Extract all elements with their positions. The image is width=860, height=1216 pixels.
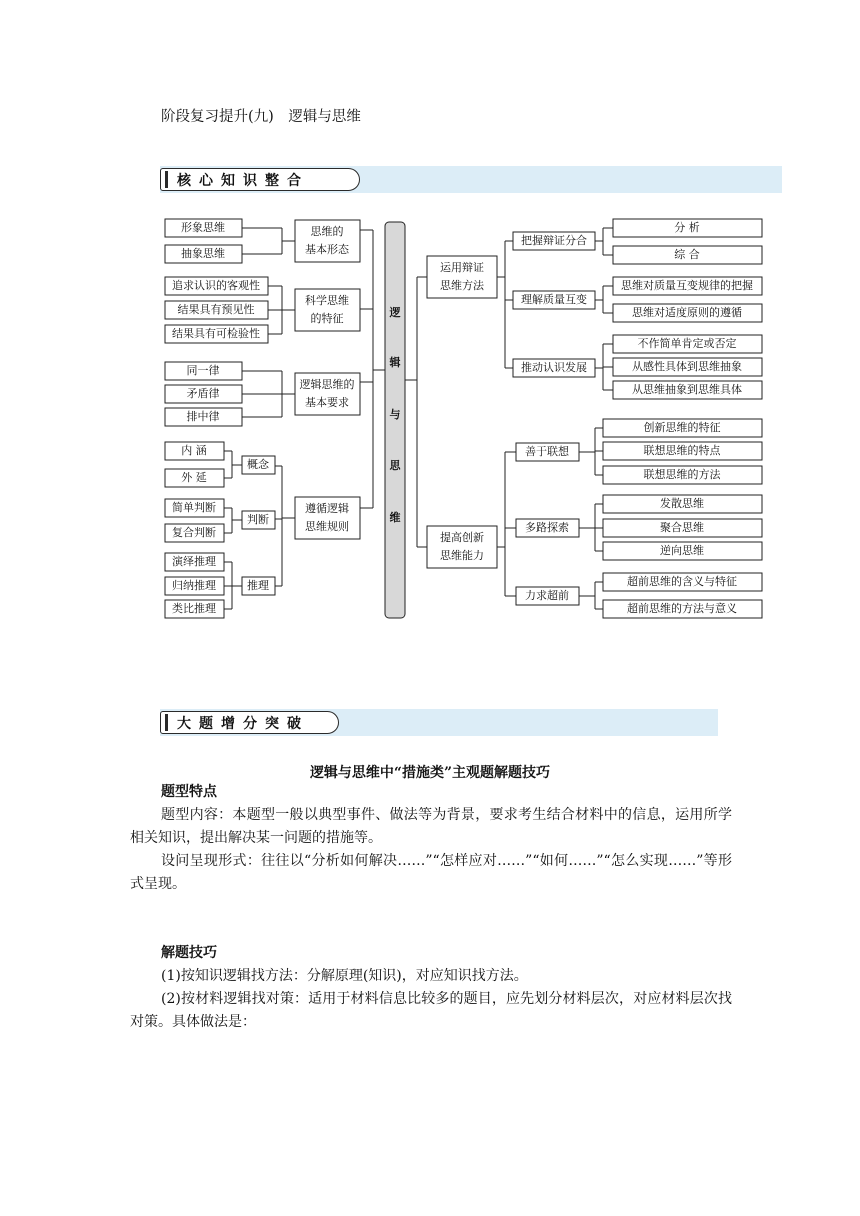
leaf-box [165,277,268,295]
leaf-box [603,519,762,537]
knowledge-mindmap [0,210,860,630]
center-char: 辑 [389,356,401,369]
svg-text:追求认识的客观性: 追求认识的客观性 [172,279,260,292]
leaf-box [165,553,224,571]
leaf-box [603,495,762,513]
sub-branch-box [242,511,275,529]
svg-text:抽象思维: 抽象思维 [181,247,225,260]
svg-text:联想思维的特点: 联想思维的特点 [643,444,721,457]
section-banner-breakthrough [160,709,718,736]
sub-branch-box [516,443,579,461]
center-char: 思 [389,459,401,472]
leaf-box [613,277,762,295]
svg-text:思维方法: 思维方法 [440,279,484,292]
svg-text:科学思维: 科学思维 [305,294,349,307]
svg-text:基本要求: 基本要求 [305,396,349,409]
svg-text:聚合思维: 聚合思维 [660,521,704,534]
page-heading: 阶段复习提升(九) 逻辑与思维 [161,109,361,125]
leaf-box [165,577,224,595]
sub-branch-box [242,577,275,595]
svg-text:推理: 推理 [247,579,269,592]
subsection-title: 解题技巧 [161,945,217,961]
leaf-box [165,408,242,426]
leaf-box [603,542,762,560]
svg-text:判断: 判断 [247,513,269,526]
leaf-box [613,335,762,353]
svg-text:运用辩证: 运用辩证 [440,261,484,274]
svg-text:从思维抽象到思维具体: 从思维抽象到思维具体 [632,383,742,396]
sub-branch-box [513,232,595,250]
banner-label: 大题增分突破 [160,711,339,734]
leaf-box [613,219,762,237]
leaf-box [603,419,762,437]
svg-text:结果具有可检验性: 结果具有可检验性 [172,327,260,340]
section-title: 逻辑与思维中“措施类”主观题解题技巧 [309,765,551,781]
svg-text:类比推理: 类比推理 [172,602,216,615]
svg-text:内 涵: 内 涵 [181,444,207,457]
svg-text:善于联想: 善于联想 [525,445,569,458]
leaf-box [165,600,224,618]
svg-text:概念: 概念 [247,458,269,471]
svg-text:结果具有预见性: 结果具有预见性 [177,303,255,316]
center-char: 逻 [389,306,401,319]
svg-text:不作简单肯定或否定: 不作简单肯定或否定 [637,337,737,350]
svg-text:归纳推理: 归纳推理 [172,579,216,592]
svg-text:逻辑思维的: 逻辑思维的 [299,378,355,391]
svg-text:分 析: 分 析 [674,221,700,234]
leaf-box [613,358,762,376]
svg-text:力求超前: 力求超前 [525,589,569,602]
branch-box [295,220,360,262]
sub-branch-box [242,456,275,474]
leaf-box [165,245,242,263]
branch-box [427,526,497,568]
svg-text:提高创新: 提高创新 [440,531,484,544]
svg-text:思维能力: 思维能力 [440,549,484,562]
svg-text:外 延: 外 延 [181,471,207,484]
leaf-box [603,442,762,460]
sub-branch-box [513,291,595,309]
leaf-box [603,573,762,591]
svg-text:超前思维的含义与特征: 超前思维的含义与特征 [627,575,737,588]
svg-text:同一律: 同一律 [186,364,220,377]
leaf-box [165,469,224,487]
leaf-box [613,304,762,322]
svg-text:的特征: 的特征 [310,312,344,325]
leaf-box [603,466,762,484]
svg-text:联想思维的方法: 联想思维的方法 [643,468,721,481]
svg-text:思维对适度原则的遵循: 思维对适度原则的遵循 [632,306,742,319]
leaf-box [603,600,762,618]
branch-box [295,497,360,539]
svg-text:复合判断: 复合判断 [172,526,216,539]
subsection-title: 题型特点 [161,784,217,800]
leaf-box [165,325,268,343]
leaf-box [165,362,242,380]
svg-text:逆向思维: 逆向思维 [660,544,704,557]
paragraph: (2)按材料逻辑找对策：适用于材料信息比较多的题目，应先划分材料层次，对应材料层次找对策。具体做法是： [130,991,732,1030]
section-banner-core [160,166,782,193]
sub-branch-box [513,359,595,377]
svg-text:从感性具体到思维抽象: 从感性具体到思维抽象 [632,360,742,373]
leaf-box [613,381,762,399]
svg-text:创新思维的特征: 创新思维的特征 [643,421,721,434]
banner-label: 核心知识整合 [160,168,360,191]
leaf-box [613,246,762,264]
branch-box [295,289,360,331]
svg-text:多路探索: 多路探索 [525,521,569,534]
svg-text:思维的: 思维的 [310,225,344,238]
leaf-box [165,442,224,460]
svg-text:矛盾律: 矛盾律 [186,387,220,400]
svg-text:思维对质量互变规律的把握: 思维对质量互变规律的把握 [621,279,753,292]
leaf-box [165,301,268,319]
svg-text:基本形态: 基本形态 [305,243,349,256]
paragraph: (1)按知识逻辑找方法：分解原理(知识)，对应知识找方法。 [161,968,528,984]
svg-text:综 合: 综 合 [674,248,700,261]
svg-text:理解质量互变: 理解质量互变 [521,293,587,306]
leaf-box [165,524,224,542]
center-char: 与 [389,408,401,421]
svg-text:把握辩证分合: 把握辩证分合 [521,234,587,247]
svg-text:推动认识发展: 推动认识发展 [521,361,587,374]
leaf-box [165,219,242,237]
leaf-box [165,385,242,403]
paragraph: 设问呈现形式：往往以“分析如何解决……”“怎样应对……”“如何……”“怎么实现……”等形式呈现。 [130,853,732,892]
svg-text:超前思维的方法与意义: 超前思维的方法与意义 [627,602,737,615]
svg-text:简单判断: 简单判断 [172,501,216,514]
sub-branch-box [516,519,579,537]
branch-box [427,256,497,298]
svg-text:排中律: 排中律 [186,410,220,423]
sub-branch-box [516,587,579,605]
center-char: 维 [389,511,401,524]
svg-text:演绎推理: 演绎推理 [172,555,216,568]
leaf-box [165,499,224,517]
svg-text:遵循逻辑: 遵循逻辑 [305,502,349,515]
paragraph: 题型内容：本题型一般以典型事件、做法等为背景，要求考生结合材料中的信息，运用所学相关知识，提出解决某一问题的措施等。 [130,807,732,846]
branch-box [295,373,360,415]
svg-text:思维规则: 思维规则 [305,520,349,533]
svg-text:发散思维: 发散思维 [660,497,704,510]
svg-text:形象思维: 形象思维 [181,221,225,234]
